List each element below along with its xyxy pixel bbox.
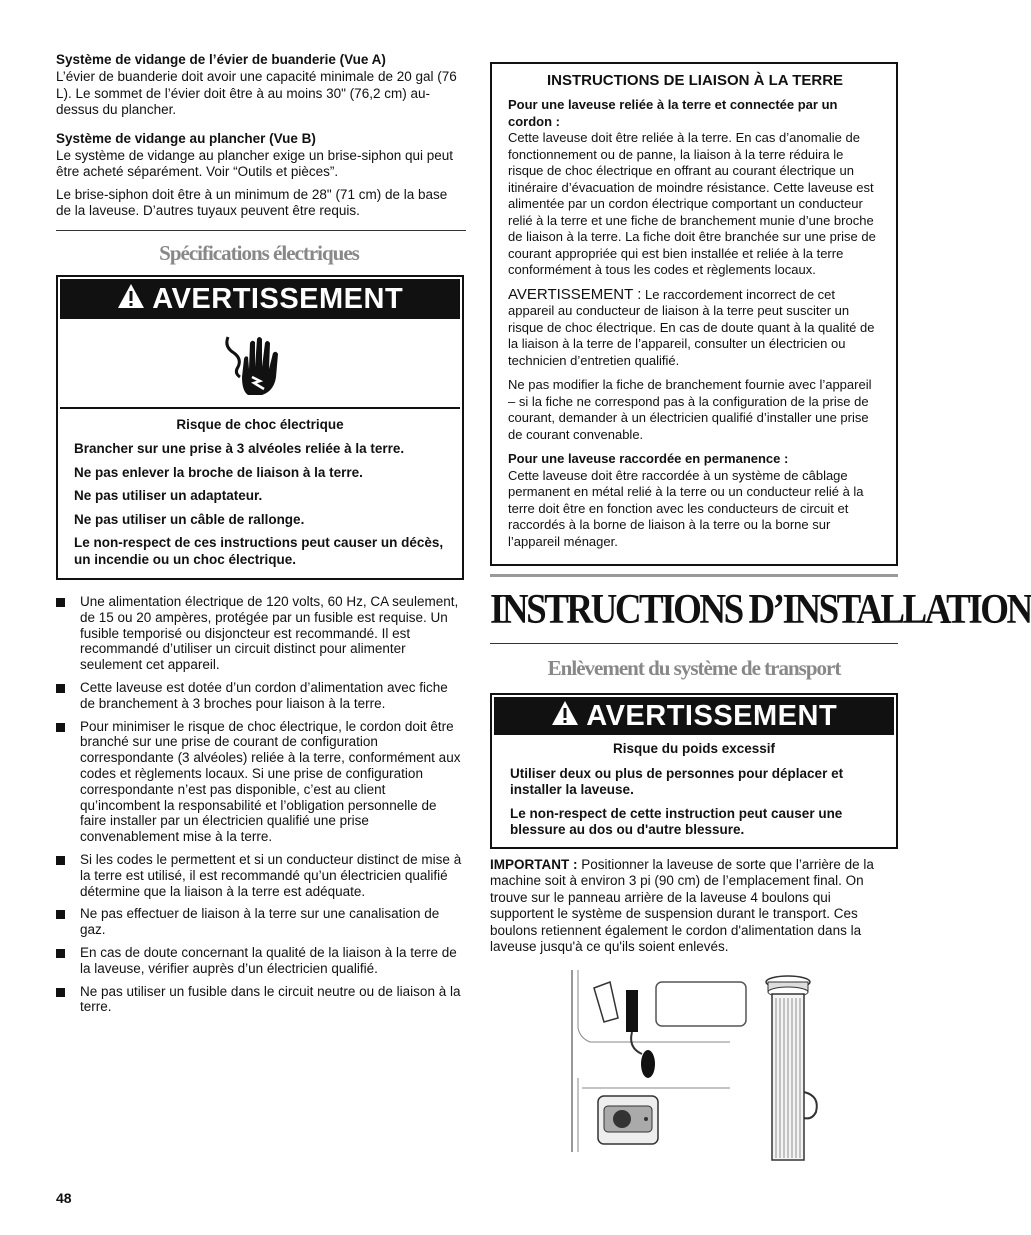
drain-b-heading: Système de vidange au plancher (Vue B) xyxy=(56,130,316,146)
warning-line: Ne pas utiliser un câble de rallonge. xyxy=(74,511,305,527)
warning-line: Utiliser deux ou plus de personnes pour déplacer et installer la laveuse. xyxy=(510,765,844,797)
bullet-square-icon xyxy=(56,598,65,607)
list-item: Ne pas effectuer de liaison à la terre sur une canalisation de gaz. xyxy=(56,906,462,938)
warning-title: AVERTISSEMENT xyxy=(586,700,838,732)
list-item: En cas de doute concernant la qualité de la liaison à la terre de la laveuse, vérifier auprès d’un électricien qualifié. xyxy=(56,945,462,977)
electric-shock-hand-icon xyxy=(222,333,284,402)
transport-bolts-illustration xyxy=(490,968,898,1168)
warning-body xyxy=(58,409,462,579)
warning-risk: Risque de choc électrique xyxy=(176,416,344,432)
grounding-warning-label: AVERTISSEMENT : xyxy=(508,285,642,303)
right-column xyxy=(490,62,1031,1168)
warning-line: Ne pas enlever la broche de liaison à la terre. xyxy=(74,464,363,480)
warning-image-area xyxy=(60,319,460,409)
warning-line: Le non-respect de ces instructions peut causer un décès, un incendie ou un choc électrique. xyxy=(74,535,444,567)
page-title: INSTRUCTIONS D’INSTALLATION xyxy=(490,586,1031,634)
corded-heading: Pour une laveuse reliée à la terre et connectée par un cordon : xyxy=(508,97,838,129)
section-divider xyxy=(490,643,898,644)
bullet-square-icon xyxy=(56,856,65,865)
bullet-square-icon xyxy=(56,988,65,997)
bullet-square-icon xyxy=(56,684,65,693)
important-label: IMPORTANT : xyxy=(490,856,578,872)
list-item: Si les codes le permettent et si un conducteur distinct de mise à la terre est utilisé, il est recommandé qu’un électricien qualifié détermine que la liaison à la terre est adéquate. xyxy=(56,852,462,899)
drain-a-text: L’évier de buanderie doit avoir une capacité minimale de 20 gal (76 L). Le sommet de l’évier doit être à au moins 30" (76,2 cm) au-dessus du plancher. xyxy=(56,69,457,117)
section-title-electrical: Spécifications électriques xyxy=(159,240,359,265)
washer-rear-panel-illustration xyxy=(570,968,900,1168)
weight-warning-box xyxy=(490,693,898,849)
warning-title: AVERTISSEMENT xyxy=(152,282,404,315)
warning-header xyxy=(60,279,460,319)
warning-line: Ne pas utiliser un adaptateur. xyxy=(74,488,263,503)
list-item: Une alimentation électrique de 120 volts, 60 Hz, CA seulement, de 15 ou 20 ampères, protégée par un fusible est requise. Un fusible temporisé ou disjoncteur est recommandé. Il est recommandé d’utiliser un circuit distinct pour alimenter seulement cet appareil. xyxy=(56,594,462,673)
section-title-transport: Enlèvement du système de transport xyxy=(547,656,841,680)
warning-triangle-icon xyxy=(551,698,579,736)
list-item: Pour minimiser le risque de choc électrique, le cordon doit être branché sur une prise de courant de configuration correspondante (3 alvéoles) reliée à la terre, conformément aux codes et règlements locaux. Si une prise de configuration correspondante n’est pas disponible, c’est au client qu’incombent la responsabilité et l’obligation personnelle de faire installer par un électricien qualifié une prise convenablement mise à la terre. xyxy=(56,719,462,845)
grounding-warning-text: Le raccordement incorrect de cet appareil au conducteur de liaison à la terre peut susciter un risque de choc électrique. En cas de doute quant à la qualité de la liaison à la terre de l’appareil, consulter un électricien ou technicien d’entretien qualifié. xyxy=(508,286,875,368)
warning-line: Brancher sur une prise à 3 alvéoles reliée à la terre. xyxy=(74,441,405,456)
grounding-instructions-box xyxy=(490,62,898,566)
page-number: 48 xyxy=(56,1190,72,1206)
bullet-square-icon xyxy=(56,949,65,958)
title-top-rule xyxy=(490,574,898,577)
corded-text: Cette laveuse doit être reliée à la terre. En cas d’anomalie de fonctionnement ou de panne, la liaison à la terre réduira le risque de choc électrique en offrant au courant électrique un itinéraire d’évacuation de moindre résistance. Cette laveuse est alimentée par un cordon électrique comportant un conducteur relié à la terre et une fiche de branchement munie d’une broche de liaison à la terre. La fiche doit être branchée sur une prise de courant appropriée qui est bien installée et reliée à la terre conformément à tous les codes et règlements locaux. xyxy=(508,130,876,277)
list-item: Ne pas utiliser un fusible dans le circuit neutre ou de liaison à la terre. xyxy=(56,984,462,1016)
grounding-title: INSTRUCTIONS DE LIAISON À LA TERRE xyxy=(546,72,844,89)
permanent-text: Cette laveuse doit être raccordée à un système de câblage permanent en métal relié à la terre ou un conducteur relié à la terre doit être en fonction avec les conducteurs de circuit et raccordés à la borne de liaison à la terre ou la borne sur l’appareil ménager. xyxy=(508,467,864,549)
important-paragraph xyxy=(490,857,898,956)
drain-a-heading: Système de vidange de l’évier de buanderie (Vue A) xyxy=(56,52,386,67)
warning-body xyxy=(492,735,896,847)
list-item: Cette laveuse est dotée d’un cordon d’alimentation avec fiche de branchement à 3 broches pour liaison à la terre. xyxy=(56,680,462,712)
warning-triangle-icon xyxy=(117,280,145,320)
drain-b-text-1: Le système de vidange au plancher exige un brise-siphon qui peut être acheté séparément. Voir “Outils et pièces”. xyxy=(56,147,454,179)
important-text: Positionner la laveuse de sorte que l’arrière de la machine soit à environ 3 pi (90 cm) de l’emplacement final. On trouve sur le panneau arrière de la laveuse 4 boulons qui supportent le système de suspension durant le transport. Ces boulons retiennent également le cordon d'alimentation dans la laveuse jusqu'à ce qu'ils soient enlevés. xyxy=(490,856,874,954)
modify-plug-text: Ne pas modifier la fiche de branchement fournie avec l’appareil – si la fiche ne correspond pas à la configuration de la prise de courant, demander à un électricien qualifié d’installer une prise de courant convenable. xyxy=(508,377,872,442)
electrical-bullet-list xyxy=(56,594,462,1015)
electrical-warning-box xyxy=(56,275,464,581)
drain-b-text-2: Le brise-siphon doit être à un minimum de 28" (71 cm) de la base de la laveuse. D’autres tuyaux peuvent être requis. xyxy=(56,186,448,218)
bullet-square-icon xyxy=(56,723,65,732)
section-divider xyxy=(56,230,466,231)
bullet-square-icon xyxy=(56,910,65,919)
warning-risk: Risque du poids excessif xyxy=(612,741,776,756)
warning-header xyxy=(494,697,894,735)
warning-line: Le non-respect de cette instruction peut causer une blessure au dos ou d'autre blessure. xyxy=(510,805,843,837)
left-column xyxy=(56,52,462,1022)
permanent-heading: Pour une laveuse raccordée en permanence : xyxy=(508,451,789,466)
grounding-warning-paragraph xyxy=(508,287,882,370)
title-area xyxy=(490,585,1031,635)
